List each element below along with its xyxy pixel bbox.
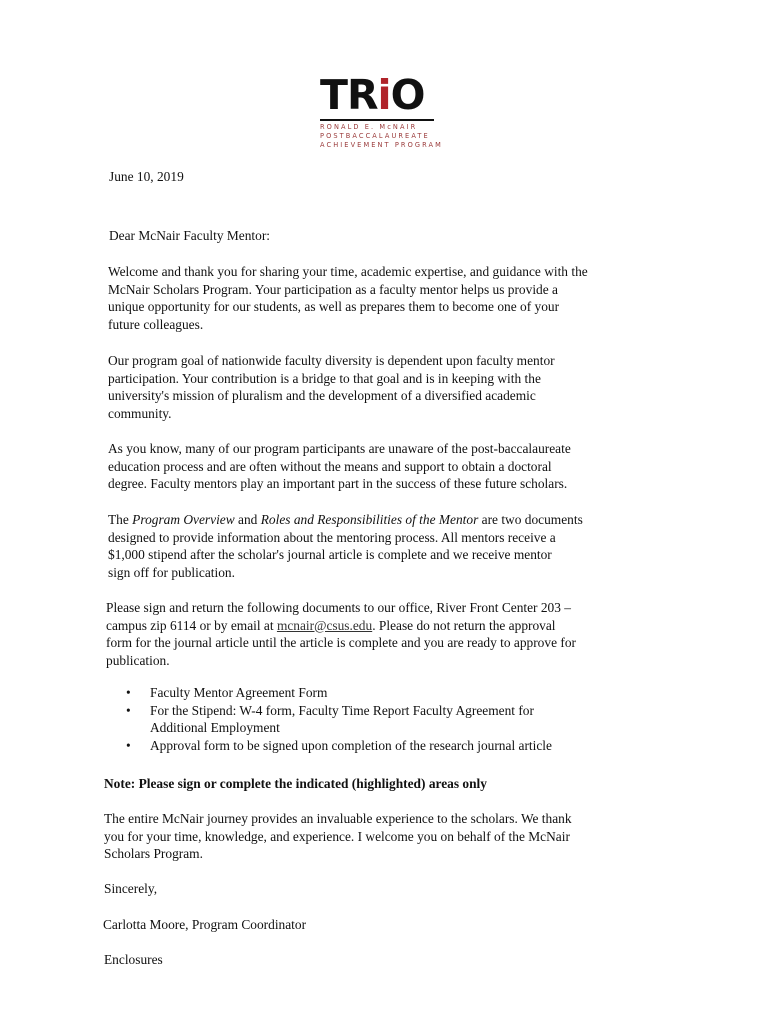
paragraph-line: The entire McNair journey provides an invaluable experience to the scholars. We thank	[104, 811, 572, 826]
paragraph-line	[108, 511, 653, 529]
logo-rule	[320, 119, 434, 121]
bullet-icon: •	[126, 685, 131, 700]
paragraph-line: As you know, many of our program participants are unaware of the post-baccalaureate	[108, 441, 571, 456]
paragraph-welcome	[108, 263, 653, 333]
paragraph-line	[106, 617, 651, 635]
list-item-text: For the Stipend: W-4 form, Faculty Time Report Faculty Agreement for	[150, 702, 534, 718]
logo-line-1: RONALD E. McNAIR	[320, 123, 418, 131]
list-item-text: Additional Employment	[150, 720, 280, 736]
paragraph-line: McNair Scholars Program. Your participation as a faculty mentor helps us provide a	[108, 281, 558, 297]
paragraph-return	[106, 599, 651, 669]
logo-line-3: ACHIEVEMENT PROGRAM	[320, 141, 443, 149]
note-highlighted-areas: Note: Please sign or complete the indicated (highlighted) areas only	[104, 776, 487, 791]
bullet-icon: •	[126, 702, 131, 718]
paragraph-line: degree. Faculty mentors play an important part in the success of these future scholars.	[108, 476, 568, 492]
paragraph-line: Scholars Program.	[104, 846, 203, 862]
paragraph-closing	[104, 810, 649, 863]
logo-word-b: O	[390, 71, 425, 119]
paragraph-line: Welcome and thank you for sharing your time, academic expertise, and guidance with the	[108, 264, 588, 279]
paragraph-line: sign off for publication.	[108, 564, 235, 580]
letter-date: June 10, 2019	[109, 169, 184, 184]
text-run: The	[108, 512, 133, 527]
paragraph-line: future colleagues.	[108, 316, 204, 332]
roles-responsibilities-title: Roles and Responsibilities of the Mentor	[260, 512, 479, 527]
logo-line-2: POSTBACCALAUREATE	[320, 132, 430, 140]
paragraph-line: you for your time, knowledge, and experience. I welcome you on behalf of the McNair	[104, 828, 570, 844]
text-run: are two documents	[478, 512, 583, 527]
paragraph-line: participation. Your contribution is a bridge to that goal and is in keeping with the	[108, 370, 541, 386]
email-link[interactable]: mcnair@csus.edu	[276, 617, 373, 633]
list-item	[126, 737, 606, 755]
list-item	[126, 702, 606, 737]
text-run: campus zip 6114 or by email at	[106, 617, 277, 633]
logo-word-a: TR	[320, 71, 378, 119]
paragraph-participants	[108, 440, 653, 493]
salutation: Dear McNair Faculty Mentor:	[109, 228, 271, 243]
paragraph-line: education process and are often without the means and support to obtain a doctoral	[108, 458, 552, 474]
trio-logo-wordmark	[320, 72, 424, 118]
paragraph-line: community.	[108, 405, 172, 421]
paragraph-line: designed to provide information about the mentoring process. All mentors receive a	[108, 529, 556, 545]
paragraph-line: form for the journal article until the article is complete and you are ready to approve for	[106, 635, 576, 651]
paragraph-line: university's mission of pluralism and the development of a diversified academic	[108, 388, 536, 404]
logo-word-i: i	[377, 71, 391, 119]
list-item-text: Faculty Mentor Agreement Form	[150, 685, 328, 700]
text-run: and	[234, 512, 261, 527]
list-item	[126, 684, 606, 702]
closing: Sincerely,	[104, 881, 158, 896]
bullet-icon: •	[126, 737, 131, 753]
paragraph-diversity	[108, 352, 653, 422]
enclosure-list	[126, 684, 606, 754]
text-run: . Please do not return the approval	[372, 617, 556, 633]
paragraph-line: Our program goal of nationwide faculty diversity is dependent upon faculty mentor	[108, 353, 555, 368]
program-overview-title: Program Overview	[132, 512, 235, 527]
paragraph-line: unique opportunity for our students, as well as prepares them to become one of your	[108, 299, 560, 315]
enclosures-label: Enclosures	[104, 952, 163, 967]
signer-name: Carlotta Moore, Program Coordinator	[103, 917, 307, 932]
trio-logo	[318, 71, 443, 150]
list-item-text: Approval form to be signed upon completion of the research journal article	[150, 737, 552, 753]
paragraph-documents	[108, 511, 653, 581]
paragraph-line: publication.	[106, 652, 170, 668]
paragraph-line: $1,000 stipend after the scholar's journal article is complete and we receive mentor	[108, 547, 552, 563]
paragraph-line: Please sign and return the following documents to our office, River Front Center 203 –	[106, 600, 571, 615]
